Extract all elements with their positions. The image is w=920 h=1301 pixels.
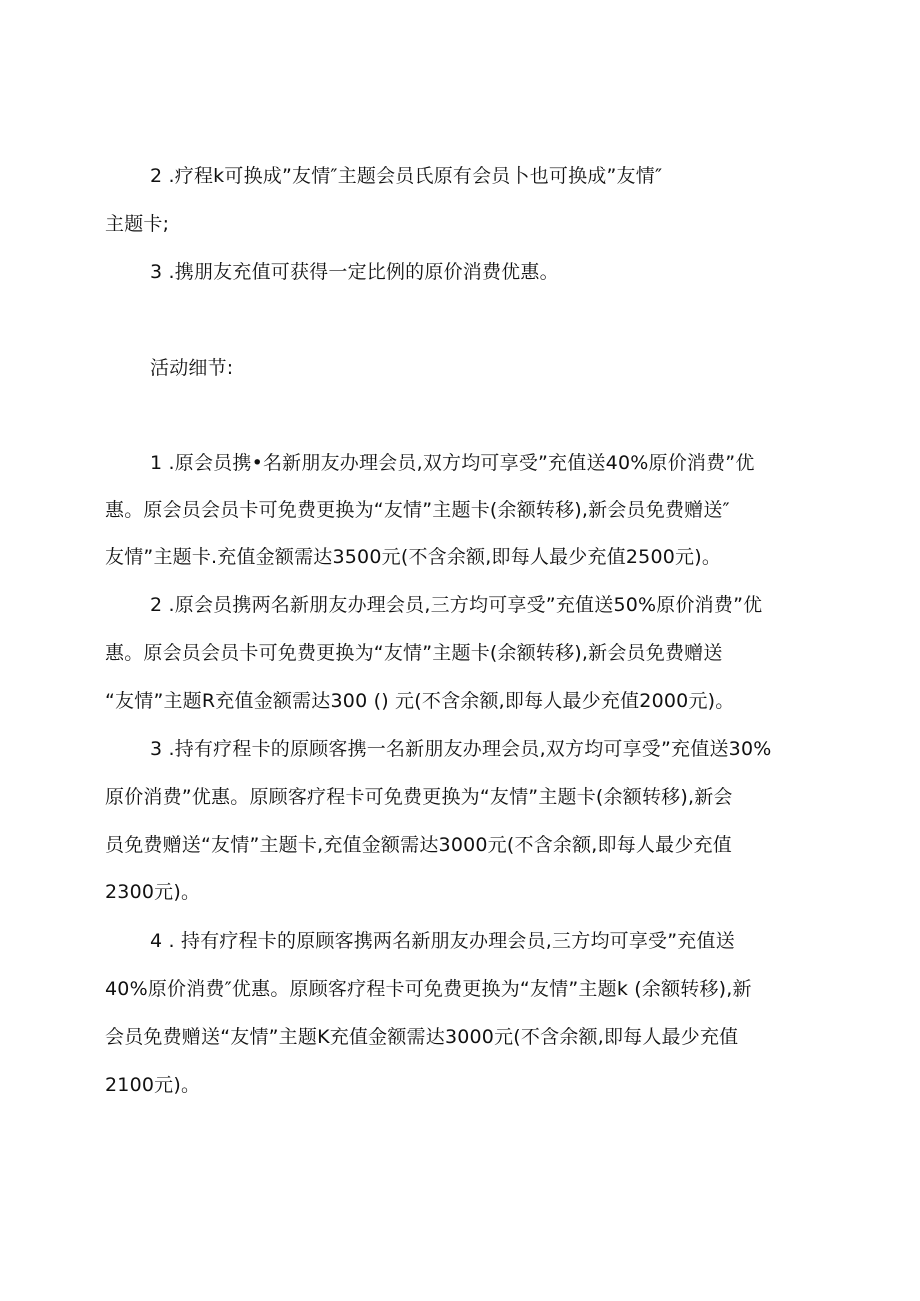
detail-item-1-line-1: 1 .原会员携•名新朋友办理会员,双方均可享受”充值送40%原价消费”优 xyxy=(150,452,755,474)
detail-item-4-line-2: 40%原价消费″优惠。原顾客疗程卡可免费更换为“友情”主题k (余额转移),新 xyxy=(105,978,752,1000)
intro-item-2-line-1: 2 .疗程k可换成”友情″主题会员氏原有会员卜也可换成”友情″ xyxy=(150,165,663,187)
detail-item-2-line-3: “友情”主题R充值金额需达300 () 元(不含余额,即每人最少充值2000元)。 xyxy=(105,690,735,712)
section-heading: 活动细节: xyxy=(150,357,234,379)
detail-item-4-line-1: 4 . 持有疗程卡的原顾客携两名新朋友办理会员,三方均可享受”充值送 xyxy=(150,930,735,952)
detail-item-3-line-1: 3 .持有疗程卡的原顾客携一名新朋友办理会员,双方均可享受”充值送30% xyxy=(150,738,772,760)
detail-item-1-line-2: 惠。原会员会员卡可免费更换为“友情”主题卡(余额转移),新会员免费赠送″ xyxy=(105,499,730,521)
detail-item-1-line-3: 友情”主题卡.充值金额需达3500元(不含余额,即每人最少充值2500元)。 xyxy=(105,546,722,568)
intro-item-3-line-1: 3 .携朋友充值可获得一定比例的原价消费优惠。 xyxy=(150,261,559,283)
detail-item-4-line-3: 会员免费赠送“友情”主题K充值金额需达3000元(不含余额,即每人最少充值 xyxy=(105,1026,739,1048)
detail-item-2-line-2: 惠。原会员会员卡可免费更换为“友情”主题卡(余额转移),新会员免费赠送 xyxy=(105,642,723,664)
detail-item-3-line-2: 原价消费”优惠。原顾客疗程卡可免费更换为“友情”主题卡(余额转移),新会 xyxy=(105,786,733,808)
detail-item-3-line-4: 2300元)。 xyxy=(105,881,201,903)
detail-item-4-line-4: 2100元)。 xyxy=(105,1074,201,1096)
intro-item-2-line-2: 主题卡; xyxy=(105,213,170,235)
detail-item-3-line-3: 员免费赠送“友情”主题卡,充值金额需达3000元(不含余额,即每人最少充值 xyxy=(105,834,732,856)
detail-item-2-line-1: 2 .原会员携两名新朋友办理会员,三方均可享受”充值送50%原价消费”优 xyxy=(150,594,763,616)
